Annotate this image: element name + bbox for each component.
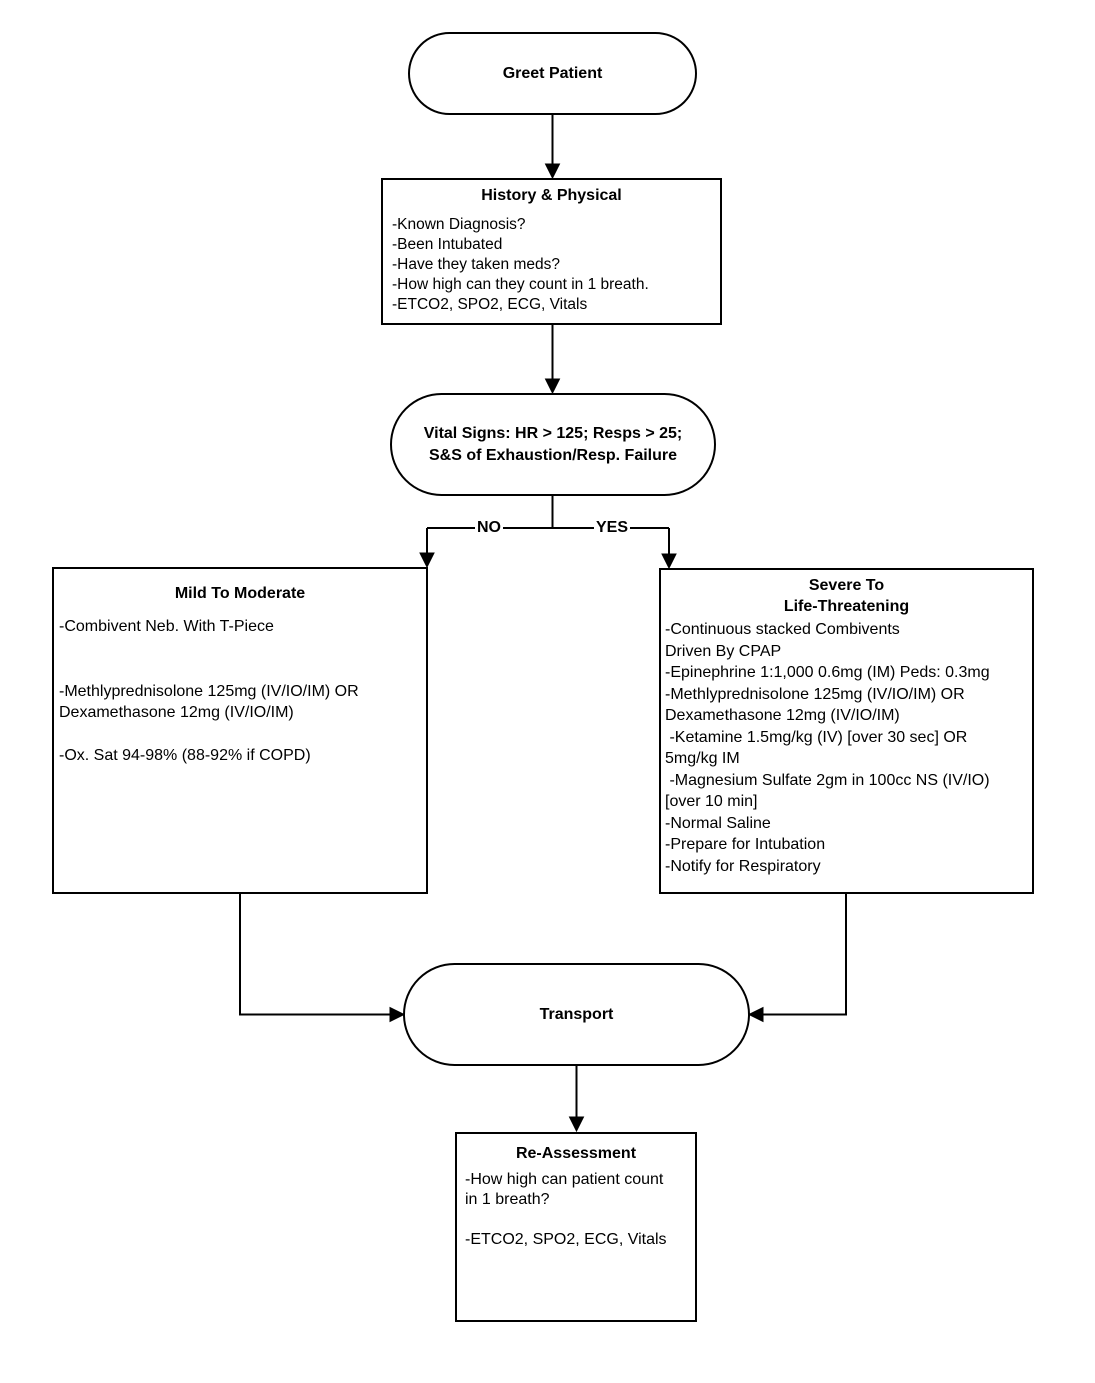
arrow-severe-to-transport-line	[763, 894, 846, 1015]
history-content	[383, 215, 720, 315]
arrow-greet-to-history-head	[546, 164, 560, 178]
branch-label-yes: YES	[595, 519, 629, 536]
arrow-transport-to-reassessment-head	[570, 1117, 584, 1131]
reassessment-line: -How high can patient count	[465, 1171, 664, 1188]
reassessment-title: Re-Assessment	[515, 1145, 637, 1162]
arrow-history-to-vitals-head	[546, 379, 560, 393]
history-line: -Known Diagnosis?	[392, 216, 526, 233]
history-line: -ETCO2, SPO2, ECG, Vitals	[392, 296, 588, 313]
vital-signs-line1: Vital Signs: HR > 125; Resps > 25;	[423, 424, 683, 442]
node-mild-to-moderate	[52, 567, 428, 894]
node-greet-patient	[408, 32, 697, 115]
severe-line: -Prepare for Intubation	[665, 836, 826, 853]
vital-signs-line2: S&S of Exhaustion/Resp. Failure	[428, 446, 678, 464]
mild-line	[59, 638, 422, 660]
node-transport	[403, 963, 750, 1066]
node-re-assessment	[455, 1132, 697, 1322]
severe-line: -Epinephrine 1:1,000 0.6mg (IM) Peds: 0.3mg	[665, 664, 990, 681]
node-vital-signs-decision	[390, 393, 716, 496]
severe-line: -Continuous stacked Combivents	[665, 621, 900, 638]
severe-line: -Ketamine 1.5mg/kg (IV) [over 30 sec] OR	[665, 728, 968, 746]
history-title: History & Physical	[481, 187, 622, 204]
severe-line: [over 10 min]	[665, 793, 758, 810]
reassessment-content	[457, 1170, 695, 1250]
arrow-no-to-mild-head	[420, 553, 434, 567]
severe-title-line2: Life-Threatening	[783, 598, 910, 615]
arrow-yes-to-severe-head	[662, 554, 676, 568]
severe-title	[661, 575, 1032, 617]
severe-line: 5mg/kg IM	[665, 750, 740, 767]
history-line: -How high can they count in 1 breath.	[392, 276, 649, 293]
reassessment-line: -ETCO2, SPO2, ECG, Vitals	[465, 1231, 667, 1248]
history-line: -Been Intubated	[392, 236, 503, 253]
arrow-severe-to-transport-head	[749, 1008, 763, 1022]
mild-line: -Methlyprednisolone 125mg (IV/IO/IM) OR	[59, 682, 359, 700]
transport-label: Transport	[539, 1005, 614, 1023]
severe-line: -Normal Saline	[665, 814, 771, 832]
mild-line: Dexamethasone 12mg (IV/IO/IM)	[59, 704, 294, 721]
severe-line: -Magnesium Sulfate 2gm in 100cc NS (IV/IO)	[665, 771, 990, 789]
severe-title-line1: Severe To	[808, 577, 885, 594]
node-history-physical	[381, 178, 722, 325]
mild-title: Mild To Moderate	[174, 585, 306, 602]
mild-line: -Ox. Sat 94-98% (88-92% if COPD)	[59, 747, 311, 764]
history-line: -Have they taken meds?	[392, 256, 561, 273]
mild-line	[59, 724, 422, 746]
branch-label-no: NO	[477, 519, 501, 536]
severe-line: -Methlyprednisolone 125mg (IV/IO/IM) OR	[665, 685, 965, 703]
greet-patient-label: Greet Patient	[502, 64, 603, 82]
mild-line: -Combivent Neb. With T-Piece	[59, 618, 274, 635]
arrow-mild-to-transport-head	[390, 1008, 404, 1022]
severe-line: Driven By CPAP	[665, 642, 782, 660]
reassessment-line: in 1 breath?	[465, 1191, 550, 1208]
severe-content	[661, 619, 1032, 877]
severe-line: -Notify for Respiratory	[665, 857, 821, 875]
node-severe-life-threatening	[659, 568, 1034, 894]
severe-line: Dexamethasone 12mg (IV/IO/IM)	[665, 707, 900, 724]
reassessment-line	[465, 1210, 693, 1230]
arrow-mild-to-transport-line	[240, 894, 390, 1015]
mild-line	[59, 659, 422, 681]
mild-content	[54, 616, 426, 767]
